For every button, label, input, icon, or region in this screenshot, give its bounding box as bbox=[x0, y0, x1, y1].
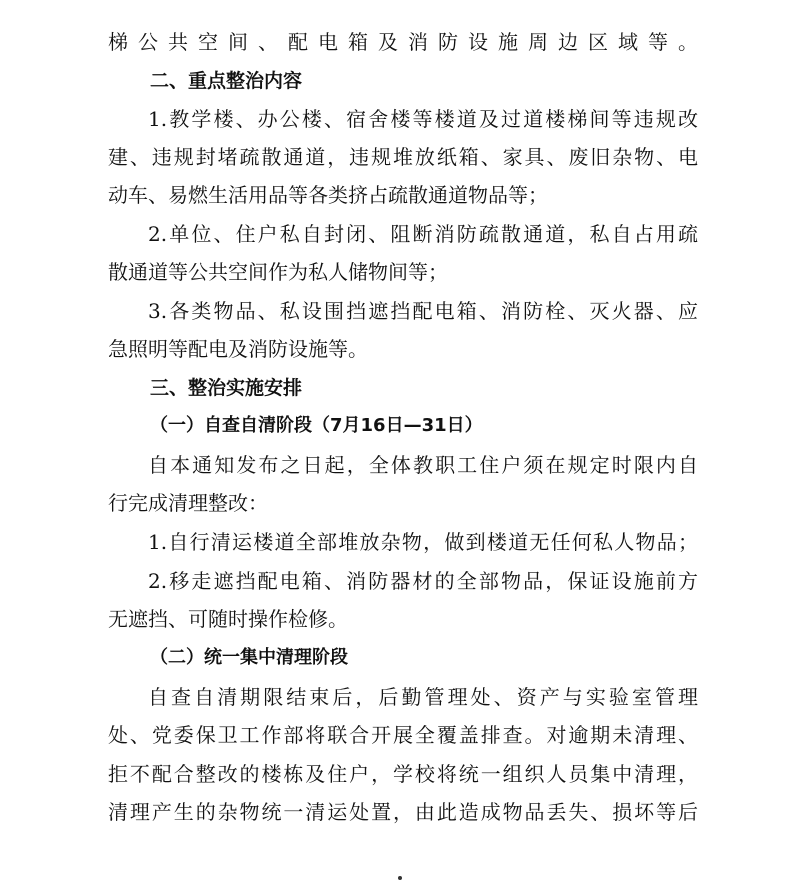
body-line-6: 2.单位、住户私自封闭、阻断消防疏散通道，私自占用疏 bbox=[148, 222, 698, 246]
body-line-5: 动车、易燃生活用品等各类挤占疏散通道物品等； bbox=[108, 183, 548, 207]
section-heading-3: 三、整治实施安排 bbox=[150, 377, 303, 399]
body-line-3: 1.教学楼、办公楼、宿舍楼等楼道及过道楼梯间等违规改 bbox=[148, 107, 698, 131]
body-line-15: 2.移走遮挡配电箱、消防器材的全部物品，保证设施前方 bbox=[148, 569, 698, 593]
body-line-4: 建、违规封堵疏散通道，违规堆放纸箱、家具、废旧杂物、电 bbox=[108, 145, 698, 169]
body-line-16: 无遮挡、可随时操作检修。 bbox=[108, 607, 348, 631]
body-line-9: 急照明等配电及消防设施等。 bbox=[108, 337, 368, 361]
body-line-13: 行完成清理整改： bbox=[108, 491, 268, 515]
subsection-heading-1: （一）自查自清阶段（7月16日—31日） bbox=[150, 415, 483, 436]
body-line-19: 处、党委保卫工作部将联合开展全覆盖排查。对逾期未清理、 bbox=[108, 723, 698, 747]
body-line-14: 1.自行清运楼道全部堆放杂物，做到楼道无任何私人物品； bbox=[148, 530, 698, 554]
page-dot-mark bbox=[398, 876, 402, 880]
body-line-20: 拒不配合整改的楼栋及住户，学校将统一组织人员集中清理， bbox=[108, 762, 698, 786]
body-line-7: 散通道等公共空间作为私人储物间等； bbox=[108, 260, 448, 284]
body-line-21: 清理产生的杂物统一清运处置，由此造成物品丢失、损坏等后 bbox=[108, 800, 698, 824]
subsection-heading-2: （二）统一集中清理阶段 bbox=[150, 647, 348, 668]
body-line-1: 梯公共空间、配电箱及消防设施周边区域等。 bbox=[108, 30, 698, 54]
section-heading-2: 二、重点整治内容 bbox=[150, 70, 303, 92]
body-line-18: 自查自清期限结束后，后勤管理处、资产与实验室管理 bbox=[148, 685, 698, 709]
body-line-12: 自本通知发布之日起，全体教职工住户须在规定时限内自 bbox=[148, 453, 698, 477]
body-line-8: 3.各类物品、私设围挡遮挡配电箱、消防栓、灭火器、应 bbox=[148, 299, 698, 323]
